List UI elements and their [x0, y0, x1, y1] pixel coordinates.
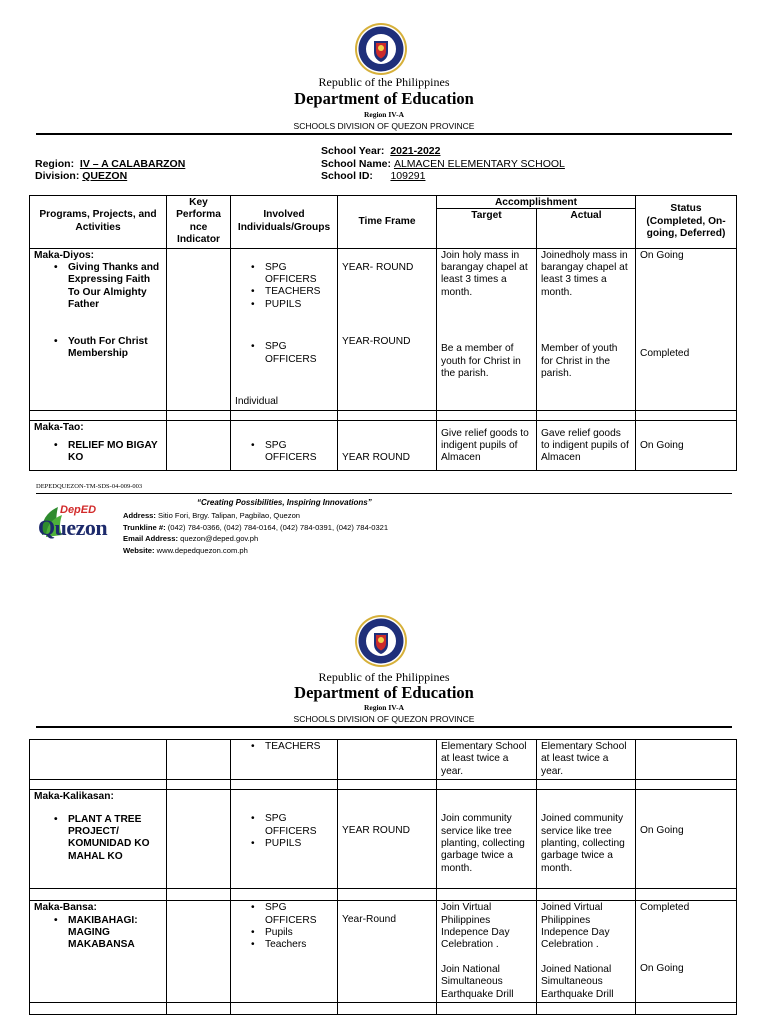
- school-year-label: School Year:: [321, 145, 385, 157]
- website-line: Website: www.depedquezon.com.ph: [123, 545, 248, 555]
- target-text: Give relief goods to indigent pupils of Almacen: [441, 427, 529, 464]
- target-text: Join Virtual Philippines Indepence Day Celebration .: [441, 902, 510, 951]
- status-text: On Going: [640, 962, 684, 974]
- actual-cell: [537, 420, 636, 470]
- involved-item: • Teachers: [235, 939, 333, 951]
- division-value: QUEZON: [82, 170, 128, 182]
- involved-item: • Pupils: [235, 927, 333, 939]
- table-row: [30, 420, 737, 470]
- time-frame-cell: [338, 420, 437, 470]
- time-frame-text: YEAR- ROUND: [342, 261, 414, 273]
- col-header-kpi: Key Performa nce Indicator: [167, 196, 231, 249]
- program-item: • PLANT A TREE PROJECT/ KOMUNIDAD KO MAHAL KO: [34, 814, 162, 864]
- spacer-row: [30, 889, 737, 901]
- time-frame-text: YEAR ROUND: [342, 451, 410, 463]
- spacer-row: [30, 780, 737, 790]
- program-item: • Youth For Christ Membership: [34, 336, 162, 361]
- time-frame-text: YEAR-ROUND: [342, 336, 411, 348]
- activity-table-page1: [29, 195, 737, 471]
- contact-block: [123, 510, 388, 556]
- programs-cell: [30, 901, 167, 1003]
- department-title: Department of Education: [294, 683, 474, 702]
- target-text: Join holy mass in barangay chapel at least 3 times a month.: [441, 249, 528, 298]
- region-text: Region IV-A: [363, 703, 405, 712]
- involved-item: • TEACHERS: [235, 286, 333, 298]
- deped-seal-icon: [354, 614, 408, 668]
- involved-item: • SPG OFFICERS: [235, 262, 333, 287]
- involved-cell: [231, 901, 338, 1003]
- status-text: On Going: [640, 249, 684, 261]
- trunkline-line: Trunkline #: (042) 784-0366, (042) 784-0164, (042) 784-0391, (042) 784-0321: [123, 522, 389, 532]
- division-line: [35, 170, 127, 182]
- motto: “Creating Possibilities, Inspiring Innovations”: [197, 498, 372, 507]
- target-cell: [437, 420, 537, 470]
- actual-text: Joined Virtual Philippines Indepence Day Celebration .: [541, 902, 610, 951]
- time-frame-cell: [338, 790, 437, 889]
- status-cell: [636, 740, 737, 780]
- header-rule: [36, 133, 732, 135]
- spacer-row: [30, 410, 737, 420]
- col-header-target: Target: [437, 209, 537, 248]
- deped-seal-icon: [354, 22, 408, 76]
- footer-rule: [36, 493, 732, 494]
- school-id-line: [321, 170, 425, 182]
- table-row: [30, 248, 737, 410]
- document-code: DEPEDQUEZON-TM-SDS-04-009-003: [36, 483, 143, 490]
- department-title: Department of Education: [294, 89, 474, 108]
- logo-bottom-text: Quezon: [38, 515, 108, 540]
- division-office-text: SCHOOLS DIVISION OF QUEZON PROVINCE: [293, 714, 475, 724]
- status-cell: [636, 248, 737, 410]
- col-header-actual: Actual: [537, 209, 636, 248]
- activity-table-page2: [29, 739, 737, 1015]
- deped-quezon-logo: [36, 501, 114, 549]
- category-maka-tao: Maka-Tao:: [34, 421, 84, 433]
- involved-item: • SPG OFFICERS: [235, 440, 333, 465]
- status-text: On Going: [640, 825, 684, 837]
- region-label: Region:: [35, 158, 75, 170]
- kpi-cell: [167, 420, 231, 470]
- school-year-line: [321, 145, 440, 157]
- actual-text: Joined community service like tree planting, collecting garbage twice a month.: [541, 813, 625, 874]
- table-row: [30, 740, 737, 780]
- email-line: Email Address: quezon@deped.gov.ph: [123, 534, 259, 544]
- time-frame-text: YEAR ROUND: [342, 825, 410, 837]
- time-frame-text: Year-Round: [342, 914, 396, 926]
- actual-text: Joinedholy mass in barangay chapel at least 3 times a month.: [541, 249, 628, 298]
- status-text: Completed: [640, 902, 690, 914]
- kpi-cell: [167, 740, 231, 780]
- involved-item: • PUPILS: [235, 838, 333, 850]
- logo-top-text: DepED: [60, 504, 97, 516]
- status-cell: [636, 901, 737, 1003]
- target-text: Be a member of youth for Christ in the parish.: [441, 343, 521, 380]
- status-cell: [636, 790, 737, 889]
- target-cell: [437, 248, 537, 410]
- status-text: On Going: [640, 439, 684, 451]
- target-cell: [437, 740, 537, 780]
- spacer-row: [30, 1003, 737, 1015]
- status-cell: [636, 420, 737, 470]
- address-line: Address: Sitio Fori, Brgy. Talipan, Pagbilao, Quezon: [123, 511, 301, 520]
- involved-item: • SPG OFFICERS: [235, 902, 333, 927]
- involved-item: • SPG OFFICERS: [235, 341, 333, 366]
- programs-cell: [30, 790, 167, 889]
- time-frame-cell: [338, 248, 437, 410]
- col-header-involved: Involved Individuals/Groups: [231, 196, 338, 249]
- republic-text: Republic of the Philippines: [318, 670, 450, 684]
- involved-cell: [231, 420, 338, 470]
- kpi-cell: [167, 248, 231, 410]
- actual-cell: [537, 901, 636, 1003]
- programs-cell: [30, 420, 167, 470]
- school-name-line: [321, 158, 565, 170]
- region-line: [35, 158, 185, 170]
- school-id-label: School ID:: [321, 170, 373, 182]
- republic-text: Republic of the Philippines: [318, 75, 450, 89]
- involved-note: Individual: [235, 396, 279, 408]
- time-frame-cell: [338, 901, 437, 1003]
- category-maka-kalikasan: Maka-Kalikasan:: [34, 791, 114, 803]
- table-row: [30, 790, 737, 889]
- actual-text: Member of youth for Christ in the parish.: [541, 343, 618, 380]
- program-item: • Giving Thanks and Expressing Faith To Our Almighty Father: [34, 262, 162, 312]
- program-item: • MAKIBAHAGI: MAGING MAKABANSA: [34, 915, 162, 952]
- kpi-cell: [167, 790, 231, 889]
- col-header-programs: Programs, Projects, and Activities: [30, 196, 167, 249]
- col-header-status: Status (Completed, On-going, Deferred): [636, 196, 737, 249]
- target-text: Join community service like tree planting, collecting garbage twice a month.: [441, 813, 525, 874]
- region-text: Region IV-A: [363, 110, 405, 119]
- status-text: Completed: [640, 348, 690, 360]
- kpi-cell: [167, 901, 231, 1003]
- category-maka-bansa: Maka-Bansa:: [34, 902, 97, 914]
- school-id-value: 109291: [390, 170, 426, 182]
- region-value: IV – A CALABARZON: [79, 158, 186, 170]
- actual-text: Joined National Simultaneous Earthquake Drill: [541, 963, 614, 1000]
- header-rule: [36, 726, 732, 728]
- program-item: • RELIEF MO BIGAY KO: [34, 440, 162, 465]
- col-header-accomplishment: Accomplishment: [437, 196, 636, 209]
- involved-item: • SPG OFFICERS: [235, 813, 333, 838]
- target-cell: [437, 790, 537, 889]
- col-header-time-frame: Time Frame: [338, 196, 437, 249]
- actual-cell: [537, 790, 636, 889]
- involved-item: • PUPILS: [235, 299, 333, 311]
- involved-cell: [231, 790, 338, 889]
- division-label: Division:: [35, 170, 80, 182]
- programs-cell: [30, 740, 167, 780]
- target-text: Join National Simultaneous Earthquake Drill: [441, 963, 514, 1000]
- actual-text: Elementary School at least twice a year.: [541, 741, 627, 777]
- actual-text: Gave relief goods to indigent pupils of Almacen: [541, 427, 629, 464]
- school-year-value: 2021-2022: [390, 145, 441, 157]
- target-text: Elementary School at least twice a year.: [441, 741, 527, 777]
- involved-cell: [231, 740, 338, 780]
- actual-cell: [537, 248, 636, 410]
- category-maka-diyos: Maka-Diyos:: [34, 249, 95, 261]
- time-frame-cell: [338, 740, 437, 780]
- table-row: [30, 901, 737, 1003]
- school-name-label: School Name:: [321, 158, 392, 170]
- school-name-value: ALMACEN ELEMENTARY SCHOOL: [393, 158, 565, 170]
- involved-item: • TEACHERS: [235, 741, 333, 753]
- involved-cell: [231, 248, 338, 410]
- division-office-text: SCHOOLS DIVISION OF QUEZON PROVINCE: [293, 121, 475, 131]
- actual-cell: [537, 740, 636, 780]
- programs-cell: [30, 248, 167, 410]
- target-cell: [437, 901, 537, 1003]
